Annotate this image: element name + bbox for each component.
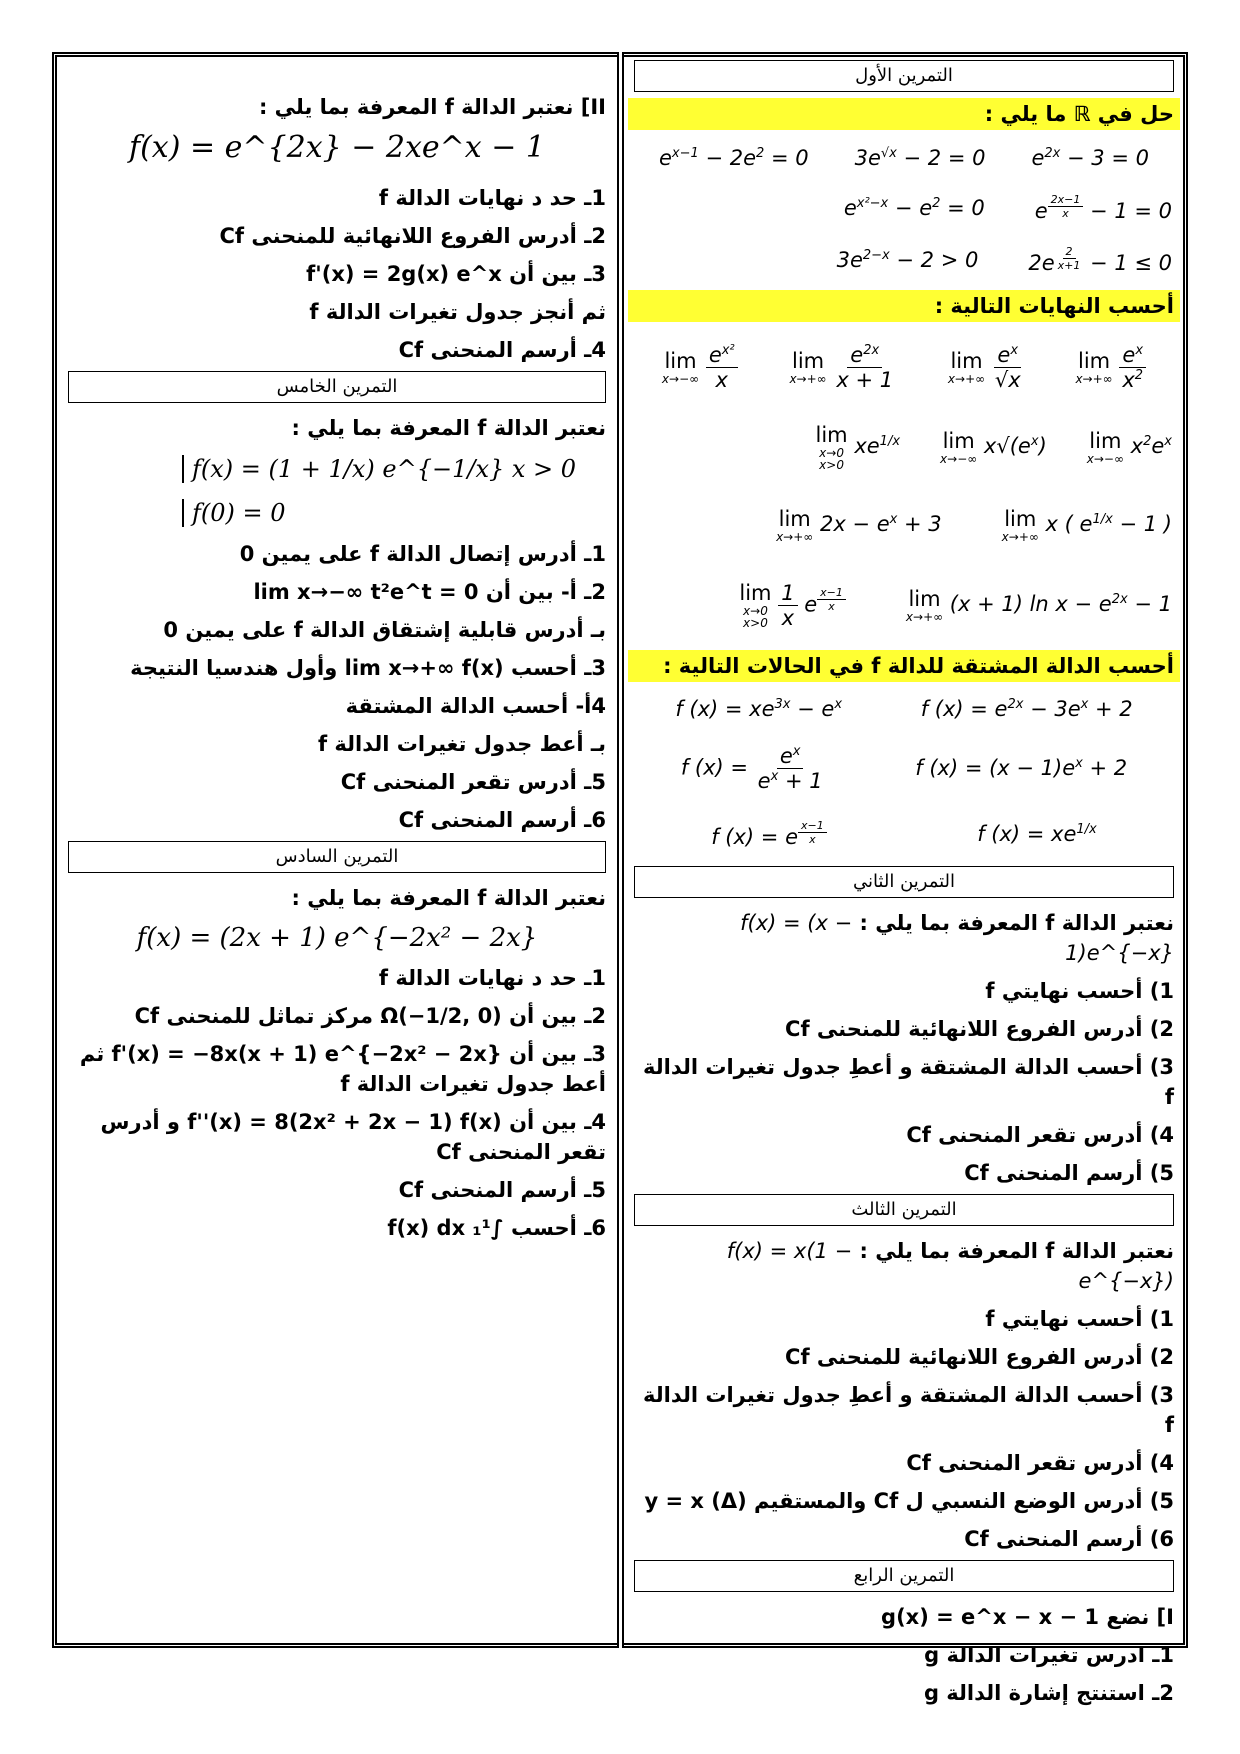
ex1-equations-row-3: $3e^{2-x} - 2 > 0$ 2e $^{\frac{2}{x+1}}$ − 1 ≤ 0 <box>836 245 1172 275</box>
ex1-equations-row-2: $e^{x^2-x} - e^2 = 0$ e $^{\frac{2x-1}{x}}$ − 1 = 0 <box>843 193 1172 223</box>
ex3-item-4: 4) أدرس تقعر المنحنى Cf <box>906 1451 1174 1475</box>
exercise-5-title: التمرين الخامس <box>68 371 606 403</box>
ex1-solve-heading: حل في ℝ ما يلي : <box>628 98 1180 130</box>
ex5-function-line-2: f(0) = 0 <box>182 499 612 527</box>
ex1-derivatives-heading: أحسب الدالة المشتقة للدالة f في الحالات التالية : <box>628 650 1180 682</box>
ex4-part-2-function: f(x) = e^{2x} − 2xe^x − 1 <box>128 130 546 165</box>
ex2-item-1: 1) أحسب نهايتي f <box>985 979 1174 1003</box>
ex5-function-line-1: f(x) = (1 + 1/x) e^{−1/x} x > 0 <box>182 455 612 483</box>
ex6-function: f(x) = (2x + 1) e^{−2x² − 2x} <box>136 923 538 953</box>
ex5-item-4a: 4أ- أحسب الدالة المشتقة <box>345 694 606 718</box>
ex5-item-3: 3ـ أحسب lim x→+∞ f(x) وأول هندسيا النتيجة <box>130 656 606 680</box>
ex2-item-4: 4) أدرس تقعر المنحنى Cf <box>906 1123 1174 1147</box>
ex3-intro: نعتبر الدالة f المعرفة بما يلي : f(x) = x(1 − e^{−x}) <box>726 1239 1174 1293</box>
ex4p2-item-4: 4ـ أرسم المنحنى Cf <box>398 338 606 362</box>
ex1-limits-row-1: lim x→−∞ $\frac{e^{x^2}}{x}$ lim x→+∞ $\frac{e^{2x}}{x + 1}$ lim x→+∞ $\frac{e^x}{√x}$ lim x→+∞ $\frac{e^x}{x^2}$ <box>628 326 1180 408</box>
exercise-2-title: التمرين الثاني <box>634 866 1174 898</box>
ex1-limits-row-2: lim x→0 x>0 $xe^{1/x}$ lim x→−∞ $x√(e^x)$ lim x→−∞ $x^2e^x$ <box>815 423 1172 472</box>
ex4-item-1: 1ـ ادرس تغيرات الدالة g <box>924 1643 1174 1667</box>
ex6-item-4: 4ـ بين أن f''(x) = 8(2x² + 2x − 1) f(x) و أدرس تقعر المنحنى Cf <box>100 1110 606 1164</box>
ex4p2-item-2: 2ـ أدرس الفروع اللانهائية للمنحنى Cf <box>219 224 606 248</box>
ex4-part-1: I] نضع g(x) = e^x − x − 1 <box>881 1605 1174 1629</box>
ex6-item-1: 1ـ حد د نهايات الدالة f <box>378 966 606 990</box>
ex6-item-2: 2ـ بين أن Ω(−1/2, 0) مركز تماثل للمنحنى Cf <box>134 1004 606 1028</box>
ex1-derivatives-row-3: f (x) = e $^{\frac{x-1}{x}}$ f $(x) = xe^{1/x}$ <box>711 819 1097 849</box>
ex5-item-2b: بـ أدرس قابلية إشتقاق الدالة f على يمين 0 <box>163 618 606 642</box>
ex1-limits-row-4: lim x→0 x>0 $\frac{1}{x}$ e $^{\frac{x-1}{x}}$ lim x→+∞ (x + 1) $\ln x - e^{2x} - 1$ <box>739 580 1172 630</box>
exercise-6-title: التمرين السادس <box>68 841 606 873</box>
ex2-item-5: 5) أرسم المنحنى Cf <box>964 1161 1174 1185</box>
ex4p2-item-3b: ثم أنجز جدول تغيرات الدالة f <box>309 300 606 324</box>
ex2-item-3: 3) أحسب الدالة المشتقة و أعطِ جدول تغيرات الدالة f <box>643 1055 1174 1109</box>
ex5-item-1: 1ـ أدرس إتصال الدالة f على يمين 0 <box>239 542 606 566</box>
ex3-item-5: 5) أدرس الوضع النسبي ل Cf والمستقيم (Δ) y = x <box>644 1489 1174 1513</box>
ex5-function <box>62 447 612 535</box>
ex1-derivatives-row-2: f (x) = $\frac{e^x}{e^x + 1}$ f $(x) = (x - 1)e^x + 2$ <box>680 743 1128 793</box>
ex2-intro: نعتبر الدالة f المعرفة بما يلي : f(x) = (x − 1)e^{−x} <box>740 911 1174 965</box>
ex5-item-6: 6ـ أرسم المنحنى Cf <box>398 808 606 832</box>
ex1-equations-row-1: $e^{x-1} - 2e^2 = 0$ $3e^{√x} - 2 = 0$ $e^{2x} - 3 = 0$ <box>658 146 1149 170</box>
ex3-item-6: 6) أرسم المنحنى Cf <box>964 1527 1174 1551</box>
ex3-item-3: 3) أحسب الدالة المشتقة و أعطِ جدول تغيرات الدالة f <box>643 1383 1174 1437</box>
ex2-item-2: 2) أدرس الفروع اللانهائية للمنحنى Cf <box>785 1017 1174 1041</box>
column-divider <box>617 52 624 1648</box>
ex4p2-item-1: 1ـ حد د نهايات الدالة f <box>378 186 606 210</box>
exercise-4-title: التمرين الرابع <box>634 1560 1174 1592</box>
left-column <box>62 58 612 1247</box>
exercise-1-title: التمرين الأول <box>634 60 1174 92</box>
exercise-3-title: التمرين الثالث <box>634 1194 1174 1226</box>
ex6-item-3: 3ـ بين أن f'(x) = −8x(x + 1) e^{−2x² − 2x} ثم أعط جدول تغيرات الدالة f <box>79 1042 606 1096</box>
ex6-item-6: 6ـ أحسب ∫₁¹ f(x) dx <box>387 1216 606 1240</box>
ex1-derivatives-row-1: f $(x) = xe^{3x} - e^x$ f $(x) = e^{2x} - 3e^x + 2$ <box>675 697 1133 721</box>
ex6-item-5: 5ـ أرسم المنحنى Cf <box>398 1178 606 1202</box>
ex5-item-2a: 2ـ أ- بين أن lim x→−∞ t²e^t = 0 <box>253 580 606 604</box>
ex1-limits-row-3: lim x→+∞ $2x - e^x + 3$ lim x→+∞ x ( $e^{1/x} - 1$ ) <box>776 507 1172 544</box>
ex4-item-2: 2ـ استنتج إشارة الدالة g <box>923 1681 1174 1705</box>
ex1-limits-heading: أحسب النهايات التالية : <box>628 290 1180 322</box>
ex5-item-5: 5ـ أدرس تقعر المنحنى Cf <box>340 770 606 794</box>
ex4-part-2-intro: II] نعتبر الدالة f المعرفة بما يلي : <box>258 95 606 119</box>
ex4p2-item-3: 3ـ بين أن f'(x) = 2g(x) e^x <box>306 262 606 286</box>
ex6-intro: نعتبر الدالة f المعرفة بما يلي : <box>291 886 606 910</box>
ex3-item-2: 2) أدرس الفروع اللانهائية للمنحنى Cf <box>785 1345 1174 1369</box>
right-column <box>628 58 1180 1712</box>
ex5-item-4b: بـ أعط جدول تغيرات الدالة f <box>317 732 606 756</box>
ex5-intro: نعتبر الدالة f المعرفة بما يلي : <box>291 416 606 440</box>
ex3-item-1: 1) أحسب نهايتي f <box>985 1307 1174 1331</box>
